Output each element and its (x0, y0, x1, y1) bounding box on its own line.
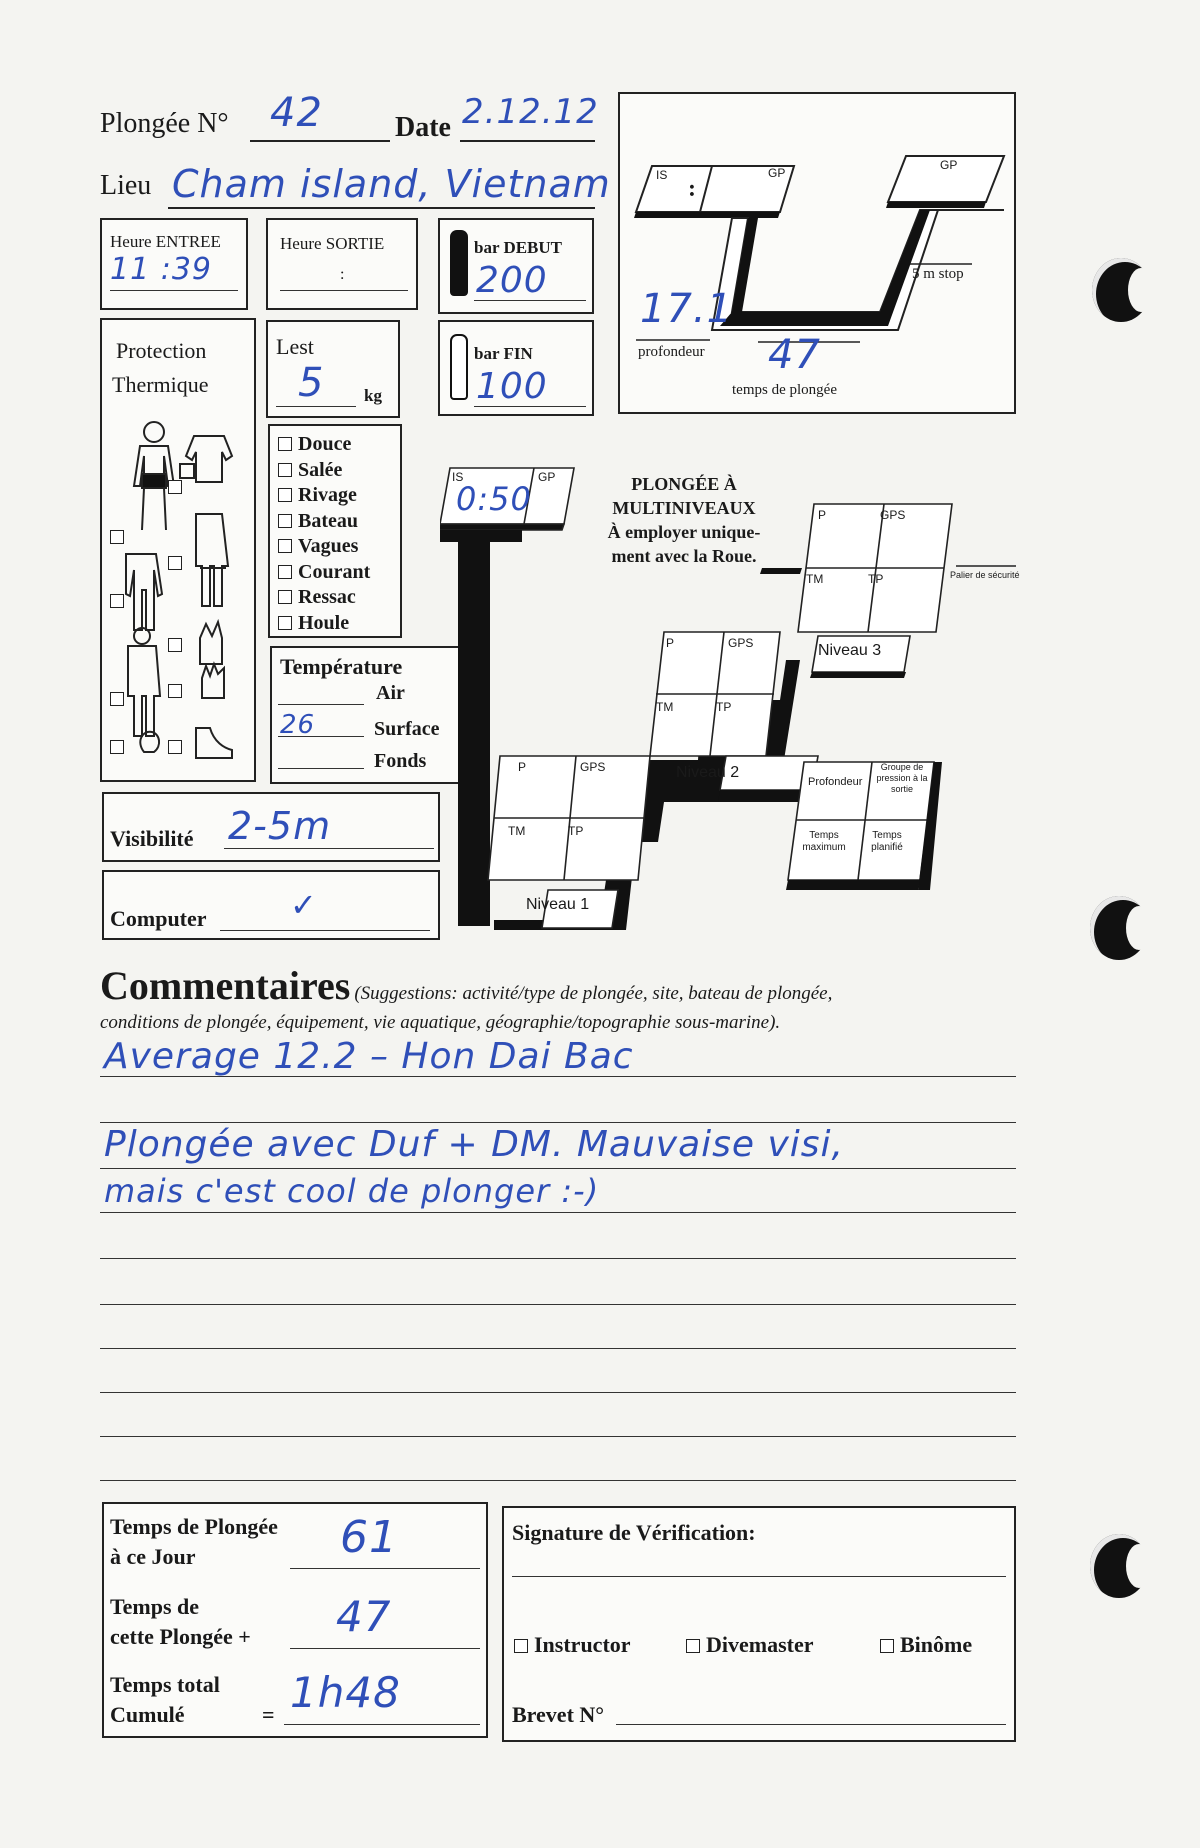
l1-tp: TP (568, 824, 584, 838)
computer-box (102, 870, 440, 940)
total-time-label-1: Temps total (110, 1672, 220, 1697)
multilevel-title-line1: PLONGÉE À (631, 474, 737, 494)
water-type-option[interactable] (278, 509, 370, 535)
comment-text-line3[interactable]: mais c'est cool de plonger :-) (104, 1172, 600, 1210)
temperature-box (270, 646, 462, 784)
entry-time-line (110, 290, 238, 291)
certification-line (616, 1724, 1006, 1725)
comments-title: Commentaires (100, 963, 351, 1008)
visibility-label: Visibilité (110, 826, 194, 851)
comment-line-4 (100, 1212, 1016, 1213)
binder-hole-middle (1090, 896, 1148, 960)
water-type-box (268, 424, 402, 638)
weight-label: Lest (276, 334, 314, 359)
profile-gp-label: GP (768, 166, 786, 180)
date-line (460, 140, 595, 142)
surface-temp-label: Surface (374, 718, 440, 740)
water-type-checkbox[interactable] (278, 565, 292, 579)
place-line (168, 207, 595, 209)
this-dive-line (290, 1648, 480, 1649)
bar-start-label: bar DEBUT (474, 238, 563, 257)
thermal-protection-box (100, 318, 256, 782)
water-type-label: Houle (298, 611, 350, 634)
comment-line-10 (100, 1480, 1016, 1481)
empty-tank-icon (450, 334, 468, 400)
comment-line-6 (100, 1304, 1016, 1305)
tank-icon (450, 230, 468, 296)
surface-temp-line (278, 736, 364, 737)
level2-label: Niveau 2 (676, 764, 740, 781)
water-type-option[interactable] (278, 432, 370, 458)
binder-hole-bottom (1090, 1534, 1148, 1598)
entry-time-box (100, 218, 248, 310)
checkbox-swimsuit[interactable] (110, 530, 130, 548)
water-type-option[interactable] (278, 611, 370, 637)
date-value[interactable]: 2.12.12 (462, 92, 599, 132)
water-type-list (278, 432, 370, 636)
buddy-option[interactable] (880, 1632, 972, 1658)
depth-label: profondeur (638, 344, 705, 360)
bottom-temp-line (278, 768, 364, 769)
instructor-label: Instructor (534, 1632, 631, 1657)
water-type-checkbox[interactable] (278, 590, 292, 604)
thermal-title-line2: Thermique (112, 372, 209, 397)
bar-end-label: bar FIN (474, 344, 533, 363)
bar-start-box (438, 218, 594, 314)
checkbox-fullsuit-2[interactable] (110, 594, 130, 612)
l2-tm: TM (656, 700, 674, 714)
comment-line-5 (100, 1258, 1016, 1259)
profile-gp-label-2: GP (940, 158, 958, 172)
comments-suggestions-line1: (Suggestions: activité/type de plongée, site, bateau de plongée, (354, 983, 833, 1004)
water-type-label: Bateau (298, 509, 358, 532)
checkbox-gloves[interactable] (168, 638, 188, 656)
l1-gps: GPS (580, 760, 606, 774)
computer-value[interactable]: ✓ (290, 886, 318, 924)
water-type-option[interactable] (278, 585, 370, 611)
water-type-checkbox[interactable] (278, 463, 292, 477)
signature-line (512, 1576, 1006, 1577)
weight-unit: kg (364, 386, 382, 405)
air-temp-line (278, 704, 364, 705)
visibility-line (224, 848, 434, 849)
divemaster-label: Divemaster (706, 1632, 814, 1657)
checkbox-shorty[interactable] (168, 480, 188, 498)
l2-gps: GPS (728, 636, 754, 650)
comment-text-line1[interactable]: Average 12.2 – Hon Dai Bac (104, 1036, 634, 1077)
water-type-label: Ressac (298, 586, 356, 608)
total-time-value[interactable]: 1h48 (290, 1668, 401, 1717)
multilevel-title-line2: MULTINIVEAUX (612, 498, 756, 518)
ml-is-label: IS (452, 470, 464, 484)
total-time-label-2: Cumulé (110, 1702, 185, 1727)
thermal-title-line1: Protection (116, 338, 207, 363)
weight-box (266, 320, 400, 418)
exit-time-box (266, 218, 418, 310)
comment-line-3 (100, 1168, 1016, 1169)
bar-end-box (438, 320, 594, 416)
l1-tm: TM (508, 824, 526, 838)
water-type-checkbox[interactable] (278, 437, 292, 451)
l1-p: P (518, 760, 527, 774)
entry-time-value[interactable]: 11 :39 (110, 252, 212, 287)
temperature-title: Température (280, 654, 403, 679)
legend-planned-time: Temps planifié (871, 830, 903, 853)
checkbox-fullsuit[interactable] (168, 556, 188, 574)
comment-line-7 (100, 1348, 1016, 1349)
comment-line-8 (100, 1392, 1016, 1393)
max-depth-value[interactable]: 17.1 (640, 286, 734, 332)
this-dive-label-2: cette Plongée + (110, 1624, 251, 1649)
water-type-label: Salée (298, 458, 343, 481)
dive-time-totals-box (102, 1502, 488, 1738)
place-label: Lieu (100, 170, 152, 201)
total-time-equals: = (262, 1702, 275, 1727)
signature-title: Signature de Vérification: (512, 1520, 756, 1545)
today-time-label-2: à ce Jour (110, 1544, 196, 1569)
level1-label: Niveau 1 (526, 896, 590, 913)
water-type-label: Rivage (298, 484, 357, 506)
bar-start-line (474, 300, 586, 301)
comment-line-2 (100, 1122, 1016, 1123)
instructor-option[interactable] (514, 1632, 631, 1658)
computer-line (220, 930, 430, 931)
air-temp-label: Air (376, 682, 405, 704)
buddy-label: Binôme (900, 1632, 973, 1657)
comments-heading (100, 962, 832, 1009)
total-time-line (284, 1724, 480, 1725)
checkbox-boots[interactable] (168, 740, 188, 758)
water-type-checkbox[interactable] (278, 514, 292, 528)
legend-group: Groupe de pression à la sortie (876, 762, 928, 794)
ml-gp-label: GP (538, 470, 556, 484)
certification-label: Brevet N° (512, 1702, 605, 1727)
water-type-option[interactable] (278, 534, 370, 560)
today-time-label-1: Temps de Plongée (110, 1514, 278, 1539)
multilevel-title-line4: ment avec la Roue. (611, 546, 757, 566)
this-dive-value[interactable]: 47 (336, 1592, 392, 1641)
dive-profile-box (618, 92, 1016, 414)
computer-label: Computer (110, 906, 207, 931)
legend-depth: Profondeur (808, 776, 863, 788)
water-type-option[interactable] (278, 483, 370, 509)
water-type-option[interactable] (278, 560, 370, 586)
visibility-value[interactable]: 2-5m (228, 804, 332, 848)
l3-p: P (818, 508, 827, 522)
l3-tp: TP (868, 572, 884, 586)
profile-is-label: IS (656, 168, 668, 182)
water-type-checkbox[interactable] (278, 488, 292, 502)
visibility-box (102, 792, 440, 862)
divemaster-option[interactable] (686, 1632, 814, 1658)
comment-text-line2[interactable]: Plongée avec Duf + DM. Mauvaise visi, (104, 1124, 844, 1165)
level3-label: Niveau 3 (818, 642, 882, 659)
dive-number-value[interactable]: 42 (270, 90, 323, 136)
bar-end-line (474, 406, 586, 407)
water-type-label: Courant (298, 560, 371, 583)
multilevel-title (584, 472, 784, 568)
water-type-checkbox[interactable] (278, 539, 292, 553)
dive-number-line (250, 140, 390, 142)
bottom-temp-label: Fonds (374, 750, 427, 772)
verification-signature-box (502, 1506, 1016, 1742)
checkbox-hood[interactable] (110, 740, 130, 758)
water-type-label: Douce (298, 433, 352, 455)
weight-value[interactable]: 5 (298, 360, 325, 406)
l3-tm: TM (806, 572, 824, 586)
multilevel-title-line3: À employer unique- (607, 522, 761, 542)
binder-hole-top (1092, 258, 1150, 322)
weight-line (276, 406, 356, 407)
water-type-label: Vagues (298, 535, 359, 557)
bar-end-value[interactable]: 100 (476, 366, 548, 407)
today-time-value[interactable]: 61 (340, 1512, 398, 1563)
dive-time-label: temps de plongée (732, 382, 837, 398)
exit-time-label: Heure SORTIE (280, 234, 385, 253)
checkbox-drysuit[interactable] (110, 692, 130, 710)
place-value[interactable]: Cham island, Vietnam (172, 162, 611, 206)
l2-tp: TP (716, 700, 732, 714)
water-type-checkbox[interactable] (278, 616, 292, 630)
safety-stop-note: Palier de sécurité (950, 570, 1020, 580)
dive-number-label: Plongée N° (100, 108, 229, 139)
water-type-option[interactable] (278, 458, 370, 484)
comments-suggestions-line2: conditions de plongée, équipement, vie aquatique, géographie/topographie sous-marine). (100, 1012, 781, 1033)
legend-max-time: Temps maximum (802, 830, 846, 853)
entry-time-label: Heure ENTREE (110, 232, 221, 251)
date-label: Date (395, 112, 451, 143)
comment-line-9 (100, 1436, 1016, 1437)
exit-time-separator: : (340, 266, 345, 283)
l2-p: P (666, 636, 675, 650)
surface-interval-value[interactable]: 0:50 (456, 480, 532, 518)
today-time-line (290, 1568, 480, 1569)
bar-start-value[interactable]: 200 (476, 260, 548, 301)
profile-colon: : (688, 176, 696, 202)
exit-time-line (280, 290, 408, 291)
checkbox-gloves-2[interactable] (168, 684, 188, 702)
safety-stop-label: 5 m stop (912, 266, 964, 282)
dive-time-value[interactable]: 47 (768, 332, 821, 378)
l3-gps: GPS (880, 508, 906, 522)
surface-temp-value[interactable]: 26 (280, 710, 316, 740)
this-dive-label-1: Temps de (110, 1594, 200, 1619)
